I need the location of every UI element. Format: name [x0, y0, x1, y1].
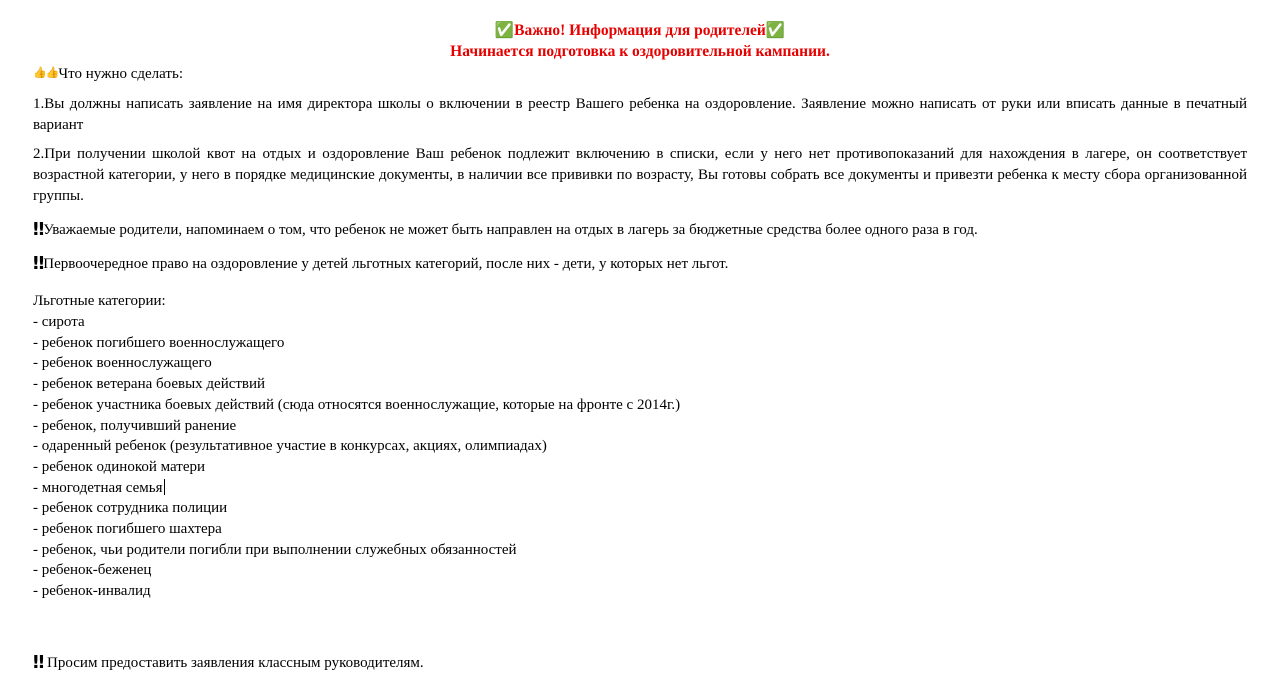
- warning-paragraph: [33, 253, 1247, 275]
- list-item-text: - многодетная семья: [33, 479, 163, 496]
- title-text: Важно! Информация для родителей: [514, 22, 766, 39]
- list-item: - ребенок сотрудника полиции: [33, 500, 228, 517]
- document-body: [33, 20, 1247, 673]
- final-note-text: Просим предоставить заявления классным руководителям.: [43, 655, 424, 671]
- check-mark-icon: ✅: [765, 22, 786, 39]
- list-item: - ребенок одинокой матери: [33, 458, 206, 475]
- final-note: [33, 652, 424, 674]
- list-item: - одаренный ребенок (результативное участие в конкурсах, акциях, олимпиадах): [33, 438, 547, 455]
- warning-text: Первоочередное право на оздоровление у детей льготных категорий, после них - дети, у которых нет льгот.: [43, 256, 729, 272]
- list-item[interactable]: [33, 478, 1247, 499]
- intro-line: [33, 63, 1247, 85]
- step-paragraph: 2.При получении школой квот на отдых и оздоровление Ваш ребенок подлежит включению в списки, если у него нет противопоказаний для нахождения в лагере, он соответствует возрастной категории, у него в порядке медицинские документы, в наличии все прививки по возрасту, Вы готовы собрать все документы и привезти ребенка к месту сбора организованной группы.: [33, 146, 1247, 204]
- double-exclamation-icon: ‼: [33, 219, 44, 240]
- double-exclamation-icon: ‼: [33, 253, 44, 274]
- list-item: - ребенок участника боевых действий (сюда относятся военнослужащие, которые на фронте с 2014г.): [33, 396, 681, 413]
- list-item: - ребенок-беженец: [33, 562, 152, 579]
- warning-text: Уважаемые родители, напоминаем о том, что ребенок не может быть направлен на отдых в лагерь за бюджетные средства более одного раза в год.: [43, 222, 978, 238]
- list-item: - ребенок военнослужащего: [33, 355, 212, 372]
- list-item: - ребенок ветерана боевых действий: [33, 376, 266, 393]
- thumbs-up-icon: 👍👍: [33, 67, 59, 79]
- page-title: [33, 20, 1247, 41]
- step-paragraph: 1.Вы должны написать заявление на имя директора школы о включении в реестр Вашего ребенка на оздоровление. Заявление можно написать от руки или вписать данные в печатный вариант: [33, 96, 1247, 133]
- list-item: - сирота: [33, 314, 85, 330]
- categories-title: Льготные категории:: [33, 293, 166, 309]
- categories-list: [33, 312, 1247, 602]
- list-item: - ребенок, чьи родители погибли при выполнении служебных обязанностей: [33, 541, 517, 558]
- list-item: - ребенок погибшего шахтера: [33, 521, 222, 538]
- list-item: - ребенок-инвалид: [33, 583, 151, 600]
- page-subtitle: Начинается подготовка к оздоровительной кампании.: [450, 43, 830, 60]
- double-exclamation-icon: ‼: [33, 652, 44, 673]
- list-item: - ребенок погибшего военнослужащего: [33, 334, 285, 351]
- check-mark-icon: ✅: [494, 22, 515, 39]
- text-cursor: [164, 479, 165, 495]
- list-item: - ребенок, получивший ранение: [33, 417, 237, 434]
- warning-paragraph: [33, 219, 1247, 241]
- intro-text: Что нужно сделать:: [58, 66, 183, 82]
